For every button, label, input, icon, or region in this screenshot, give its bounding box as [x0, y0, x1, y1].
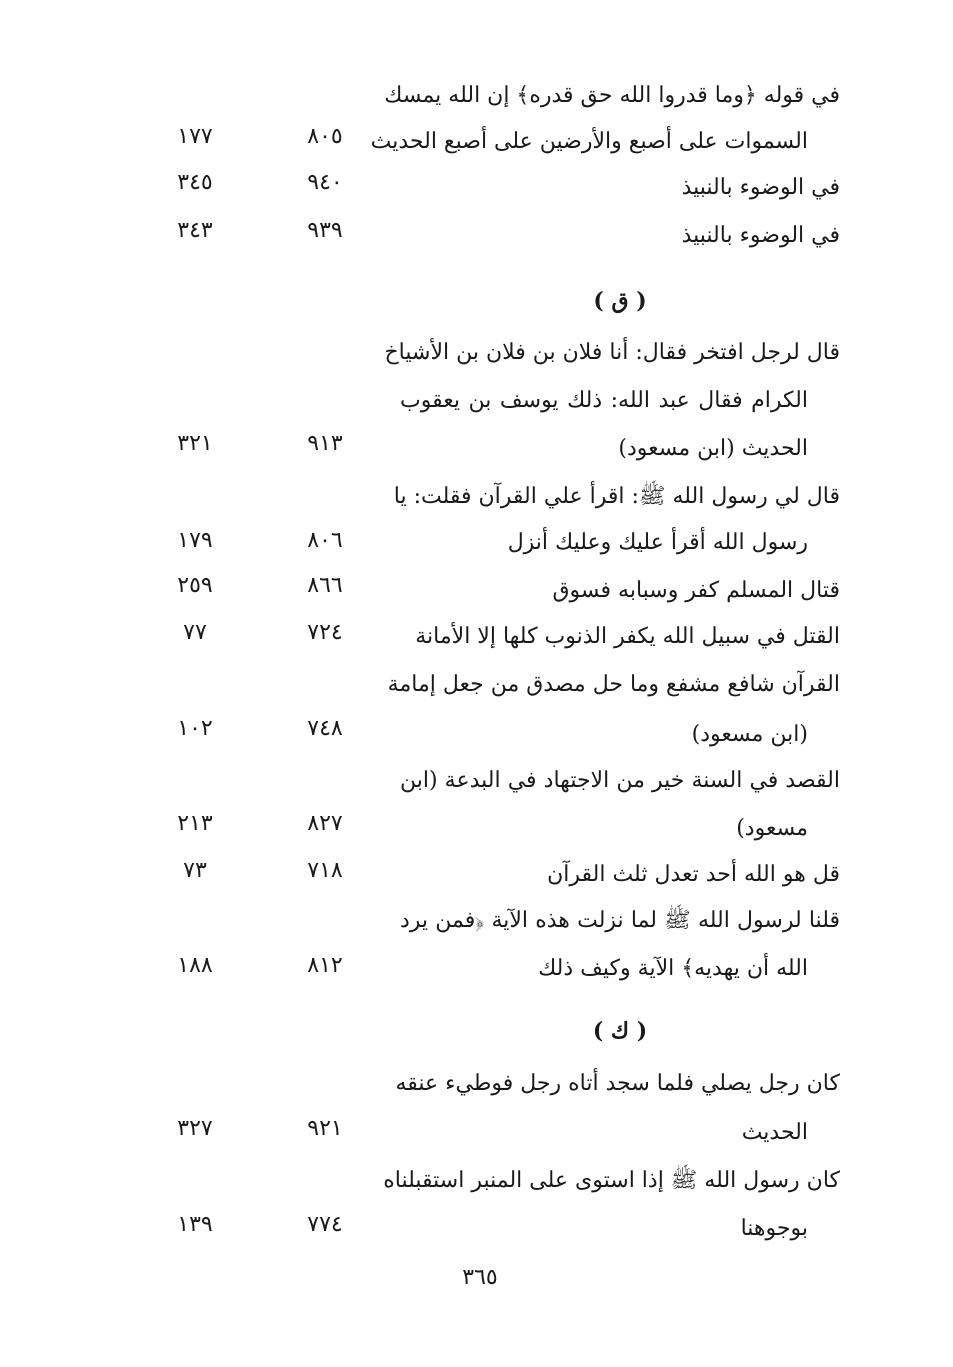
entry-line: الكرام فقال عبد الله: ذلك يوسف بن يعقوب	[400, 388, 808, 413]
entry-line: بوجوهنا	[740, 1216, 808, 1241]
section-heading-kaf: ( ك )	[592, 1018, 648, 1044]
page-reference: ١٧٧	[177, 124, 213, 149]
entry-line: القرآن شافع مشفع وما حل مصدق من جعل إمامة	[387, 672, 840, 697]
page-reference: ٢١٣	[177, 811, 213, 836]
hadith-number: ٨٢٧	[307, 811, 343, 836]
hadith-number: ٨٠٦	[307, 528, 343, 553]
hadith-number: ٩٢١	[307, 1116, 343, 1141]
entry-line: كان رسول الله ﷺ إذا استوى على المنبر استقبلناه	[383, 1168, 840, 1193]
hadith-number: ٧٤٨	[307, 716, 343, 741]
entry-line: قلنا لرسول الله ﷺ لما نزلت هذه الآية ﴿فمن يرد	[400, 908, 840, 933]
hadith-number: ٨٠٥	[307, 124, 343, 149]
entry-line: في قوله ﴿وما قدروا الله حق قدره﴾ إن الله يمسك	[384, 83, 840, 108]
entry-line: قتال المسلم كفر وسبابه فسوق	[552, 578, 840, 603]
hadith-number: ٧١٨	[307, 858, 343, 883]
entry-line: قال لرجل افتخر فقال: أنا فلان بن فلان بن الأشياخ	[384, 340, 840, 365]
entry-line: الحديث (ابن مسعود)	[618, 436, 808, 461]
entry-line: السموات على أصبع والأرضين على أصبع الحديث	[370, 129, 808, 154]
page-reference: ٣٢٧	[177, 1116, 213, 1141]
section-heading-qaf: ( ق )	[593, 288, 647, 314]
entry-line: رسول الله أقرأ عليك وعليك أنزل	[507, 530, 808, 555]
hadith-number: ٧٢٤	[307, 620, 343, 645]
entry-line: كان رجل يصلي فلما سجد أتاه رجل فوطيء عنقه	[395, 1071, 840, 1096]
page-reference: ١٣٩	[177, 1212, 213, 1237]
entry-line: مسعود)	[736, 816, 808, 841]
page-reference: ١٧٩	[177, 528, 213, 553]
entry-line: في الوضوء بالنبيذ	[681, 223, 840, 248]
hadith-number: ٨٦٦	[307, 573, 343, 598]
page-number: ٣٦٥	[462, 1265, 498, 1290]
hadith-number: ٨١٢	[307, 953, 343, 978]
page-reference: ٣٤٥	[177, 170, 213, 195]
entry-line: الله أن يهديه﴾ الآية وكيف ذلك	[538, 956, 808, 981]
page-reference: ١٨٨	[177, 953, 213, 978]
page-reference: ٣٢١	[177, 431, 213, 456]
entry-line: قال لي رسول الله ﷺ: اقرأ علي القرآن فقلت: يا	[393, 484, 840, 509]
entry-line: الحديث	[741, 1120, 808, 1145]
page-reference: ٣٤٣	[177, 218, 213, 243]
entry-line: القتل في سبيل الله يكفر الذنوب كلها إلا الأمانة	[415, 624, 840, 649]
entry-line: في الوضوء بالنبيذ	[681, 175, 840, 200]
hadith-number: ٧٧٤	[307, 1212, 343, 1237]
hadith-number: ٩١٣	[307, 431, 343, 456]
entry-line: (ابن مسعود)	[691, 722, 808, 747]
page-reference: ١٠٢	[177, 716, 213, 741]
hadith-number: ٩٣٩	[307, 218, 343, 243]
page-reference: ٧٣	[183, 858, 207, 883]
hadith-number: ٩٤٠	[307, 170, 343, 195]
page-reference: ٧٧	[183, 620, 207, 645]
entry-line: قل هو الله أحد تعدل ثلث القرآن	[547, 862, 840, 887]
page-reference: ٢٥٩	[177, 573, 213, 598]
entry-line: القصد في السنة خير من الاجتهاد في البدعة (ابن	[400, 768, 840, 793]
